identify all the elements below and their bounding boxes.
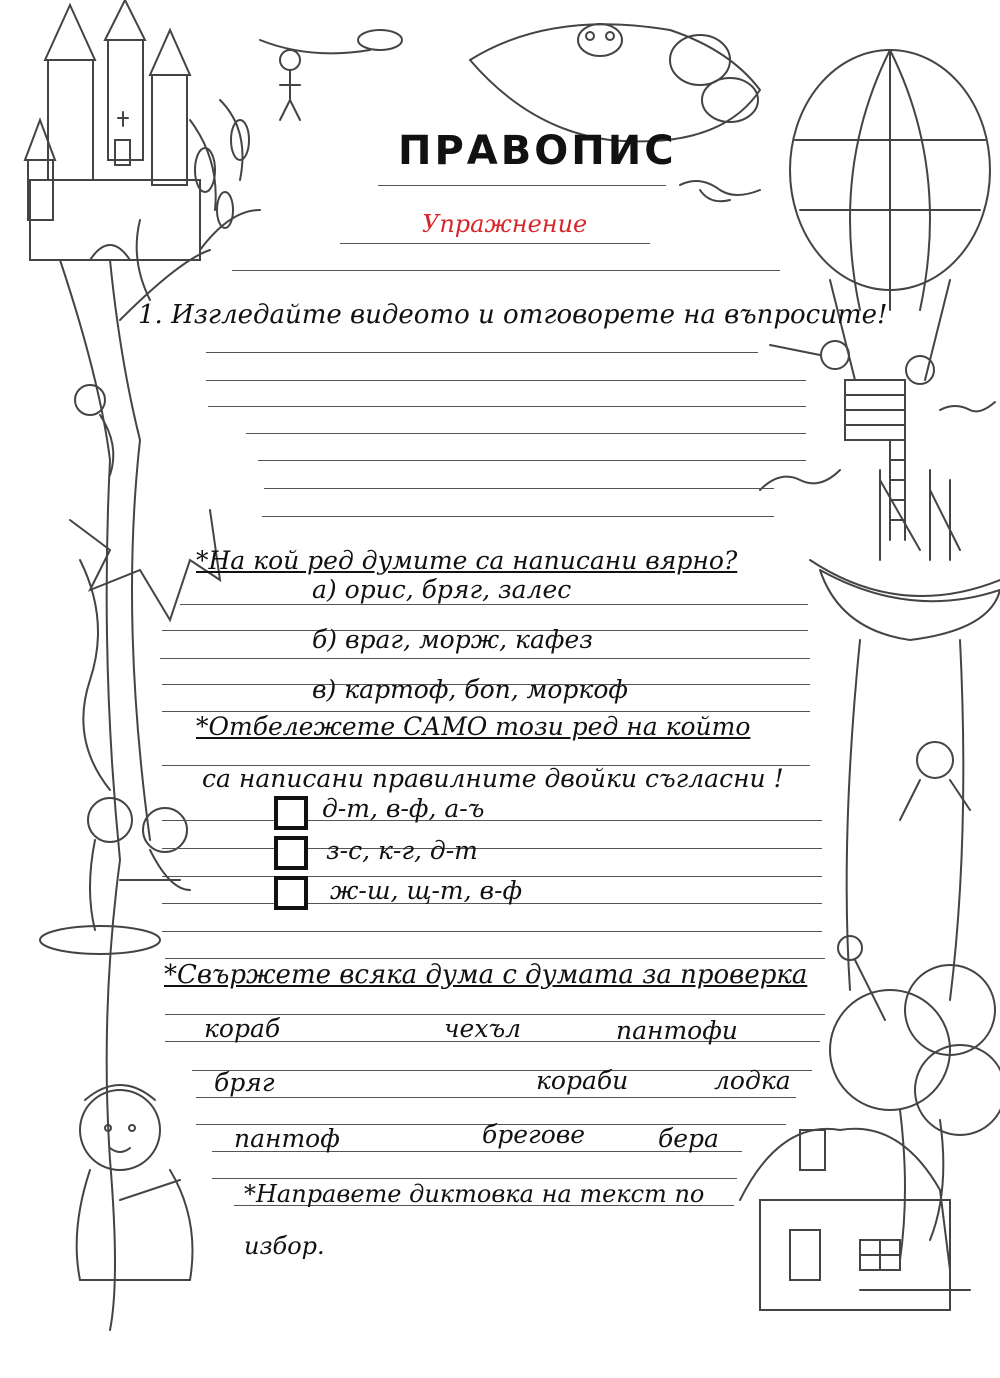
question-4-prompt: *Свържете всяка дума с думата за проверка: [164, 960, 808, 990]
ruled-line: [246, 433, 806, 434]
question-3-option-1: д-т, в-ф, а-ъ: [322, 794, 485, 823]
word-bregove: брегове: [482, 1120, 586, 1149]
question-2-prompt: *На кой ред думите са написани вярно?: [196, 546, 738, 575]
ruled-line: [264, 488, 774, 489]
ruled-line: [208, 406, 806, 407]
word-pantofi: пантофи: [616, 1016, 738, 1045]
ruled-line: [232, 270, 780, 271]
question-3-prompt-line-2: са написани правилните двойки съгласни !: [202, 764, 784, 793]
word-lodka: лодка: [714, 1066, 791, 1095]
ruled-line: [340, 243, 650, 244]
castle-icon: [25, 0, 200, 260]
banner-scroll-icon: [280, 24, 760, 141]
task-1-instruction: 1. Изгледайте видеото и отговорете на въпросите!: [138, 300, 888, 330]
question-5-line-1: *Направете диктовка на текст по: [244, 1180, 705, 1208]
word-bryag: бряг: [214, 1068, 275, 1097]
ruled-line: [180, 604, 808, 605]
ruled-line: [206, 352, 758, 353]
ruled-line: [378, 185, 666, 186]
word-kораб: кораб: [204, 1014, 281, 1043]
child-sketch-icon: [77, 1085, 193, 1280]
checkbox-option-2[interactable]: [274, 836, 308, 870]
ruled-line: [258, 460, 806, 461]
exercise-subtitle: Упражнение: [422, 210, 588, 238]
question-2-option-a: а) орис, бряг, залес: [312, 575, 572, 604]
question-5-line-2: избор.: [244, 1232, 325, 1260]
ruled-line: [212, 1178, 737, 1179]
question-3-option-3: ж-ш, щ-т, в-ф: [330, 876, 523, 905]
question-3-prompt-line-1: *Отбележете САМО този ред на който: [196, 712, 751, 741]
word-korabi: кораби: [536, 1066, 629, 1095]
ruled-line: [165, 958, 825, 959]
page-title: ПРАВОПИС: [398, 128, 677, 174]
ruled-line: [206, 380, 806, 381]
bird-icon: [680, 181, 995, 490]
question-2-option-b: б) враг, морж, кафез: [312, 625, 593, 654]
ruled-line: [162, 848, 822, 849]
ruled-line: [162, 820, 822, 821]
checkbox-option-1[interactable]: [274, 796, 308, 830]
ruled-line: [196, 1097, 796, 1098]
question-3-option-2: з-с, к-г, д-т: [326, 836, 478, 865]
ruled-line: [262, 516, 774, 517]
house-icon: [740, 1129, 970, 1310]
word-pantof: пантоф: [234, 1124, 340, 1153]
checkbox-option-3[interactable]: [274, 876, 308, 910]
word-chehal: чехъл: [444, 1014, 522, 1043]
ruled-line: [162, 931, 822, 932]
hot-air-balloon-icon: [770, 50, 990, 540]
ruled-line: [160, 658, 810, 659]
tree-bottom-right-icon: [830, 965, 1000, 1260]
right-tree-icon: [838, 640, 970, 1020]
word-bera: бера: [658, 1124, 719, 1153]
question-2-option-c: в) картоф, боп, моркоф: [312, 675, 628, 704]
